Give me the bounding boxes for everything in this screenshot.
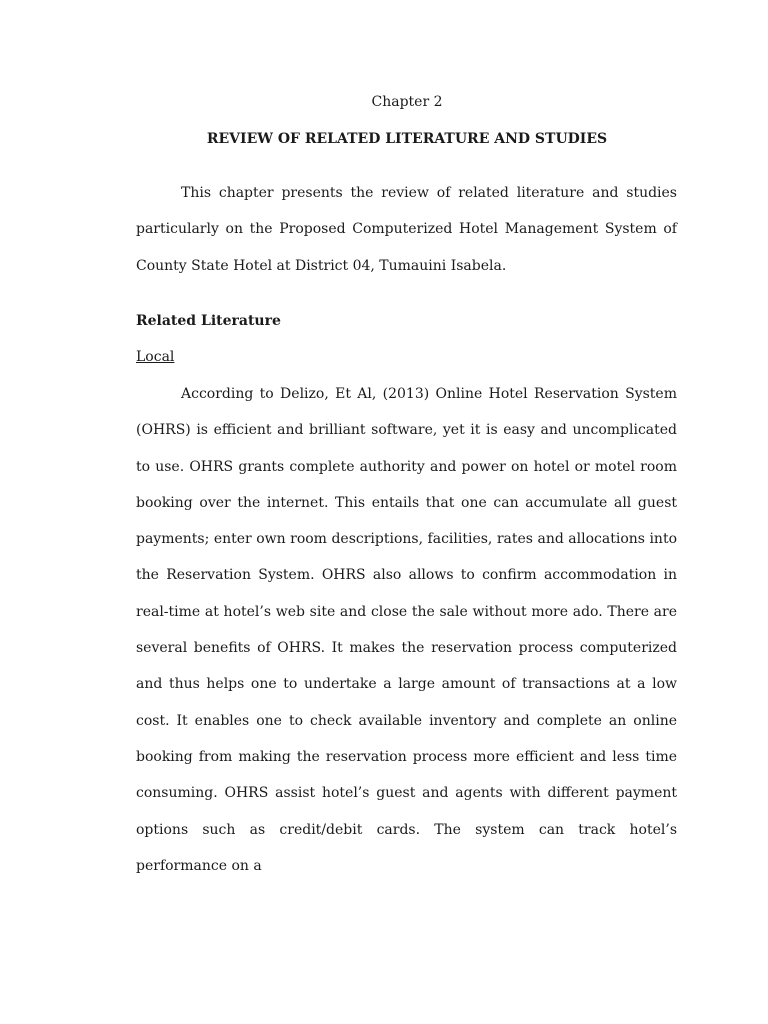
intro-paragraph: This chapter presents the review of related literature and studies particularly on the Proposed Computerized Hotel Management System of County State Hotel at District 04, Tumauini Isabela. [136, 185, 677, 274]
chapter-number: Chapter 2 [371, 94, 443, 110]
section-heading: Related Literature [136, 313, 281, 329]
body-paragraph: According to Delizo, Et Al, (2013) Online Hotel Reservation System (OHRS) is efficient and brilliant software, yet it is easy and uncomplicated to use. OHRS grants complete authority and power on hotel or motel room booking over the internet. This entails that one can accumulate all guest payments; enter own room descriptions, facilities, rates and allocations into the Reservation System. OHRS also allows to confirm accommodation in real-time at hotel’s web site and close the sale without more ado. There are several benefits of OHRS. It makes the reservation process computerized and thus helps one to undertake a large amount of transactions at a low cost. It enables one to check available inventory and complete an online booking from making the reservation process more efficient and less time consuming. OHRS assist hotel’s guest and agents with different payment options such as credit/debit cards. The system can track hotel’s performance on a [136, 386, 677, 874]
chapter-title: REVIEW OF RELATED LITERATURE AND STUDIES [206, 131, 608, 147]
subsection-heading: Local [136, 349, 175, 365]
